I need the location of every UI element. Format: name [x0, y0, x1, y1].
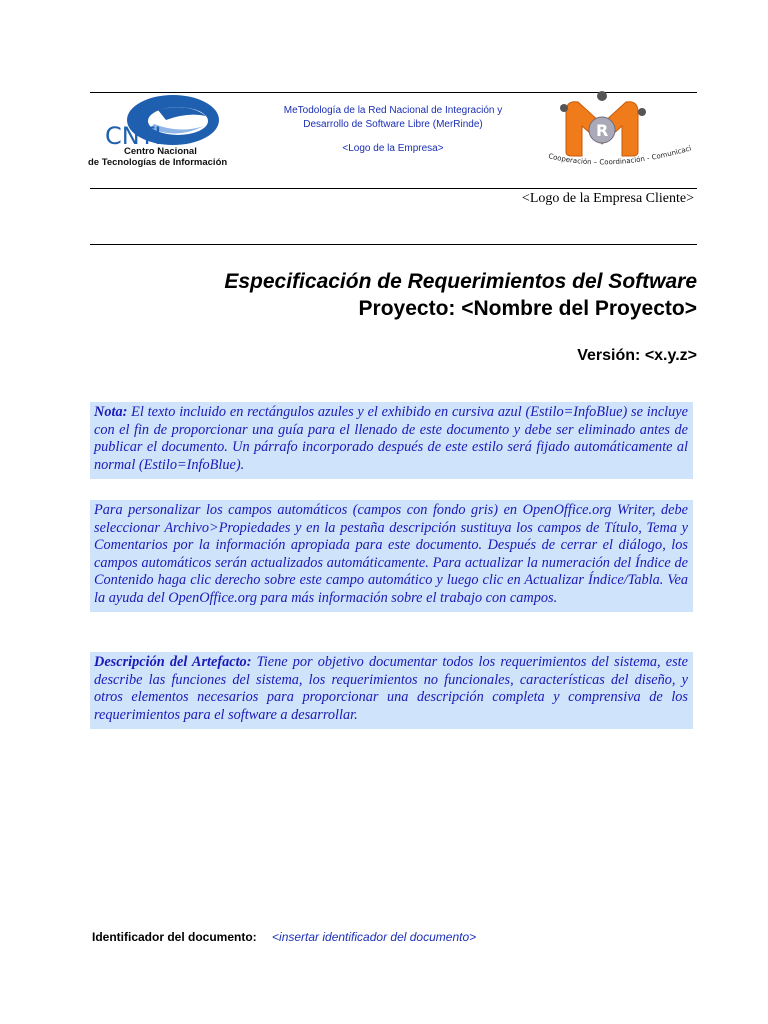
note2-text: Para personalizar los campos automáticos (campos con fondo gris) en OpenOffice.org Writer, debe seleccionar Archivo>Propiedades y en la pestaña descripción sustituya los campos de Título, Tema y Comentarios por la información apropiada para este documento. Después de cerrar el diálogo, los campos automáticos serán actualizados automáticamente. Para actualizar la numeración del Índice de Contenido haga clic derecho sobre este campo automático y luego clic en Actualizar Índice/Tabla. Vea la ayuda del OpenOffice.org para más información sobre el trabajo con campos. [94, 502, 688, 606]
client-logo-placeholder: <Logo de la Empresa Cliente> [521, 191, 694, 206]
merrinde-logo-icon [542, 90, 702, 172]
cnti-logo-icon [88, 94, 228, 150]
cnti-logo-text: CNTI [105, 122, 162, 150]
cnti-logo [88, 94, 258, 174]
version-label: Versión: <x.y.z> [577, 347, 697, 364]
company-logo-placeholder: <Logo de la Empresa> [342, 143, 444, 154]
cnti-org-name [88, 146, 258, 168]
merrinde-logo [542, 90, 702, 172]
note3-label: Descripción del Artefacto: [94, 654, 252, 670]
cnti-org-line2: de Tecnologías de Información [88, 157, 228, 168]
note3-text: Tiene por objetivo documentar todos los requerimientos del sistema, este describe las funciones del sistema, los requerimientos no funcionales, características del diseño, y otros elementos necesarios para proporcionar una descripción completa y comprensiva de los requerimientos para el software a desarrollar. [94, 654, 688, 723]
doc-id-label: Identificador del documento: [92, 930, 257, 944]
header-bottom-rule [90, 188, 697, 189]
note1-text: El texto incluido en rectángulos azules y el exhibido en cursiva azul (Estilo=InfoBlue) se incluye con el fin de proporcionar una guía para el llenado de este documento y debe ser eliminado antes de publicar el documento. Un párrafo incorporado después de este estilo será fijado automáticamente al normal (Estilo=InfoBlue). [94, 404, 688, 473]
note1-label: Nota: [94, 404, 128, 420]
title-line2: Proyecto: <Nombre del Proyecto> [358, 297, 697, 320]
document-identifier [92, 930, 476, 944]
section-rule [90, 244, 697, 245]
merrinde-logo-letter: R [596, 121, 609, 140]
info-note-1 [90, 402, 693, 479]
merrinde-slogan: Cooperación – Coordinación - Comunicaci [547, 144, 693, 167]
document-title [90, 268, 697, 322]
methodology-line2: Desarrollo de Software Libre (MerRinde) [303, 119, 483, 130]
title-line1: Especificación de Requerimientos del Software [224, 270, 697, 293]
info-note-2 [90, 500, 693, 612]
methodology-line1: MeTodología de la Red Nacional de Integración y [283, 105, 503, 116]
cnti-org-line1: Centro Nacional [124, 146, 197, 157]
doc-id-field[interactable]: <insertar identificador del documento> [272, 930, 477, 944]
header-methodology [262, 104, 524, 156]
info-note-3 [90, 652, 693, 729]
